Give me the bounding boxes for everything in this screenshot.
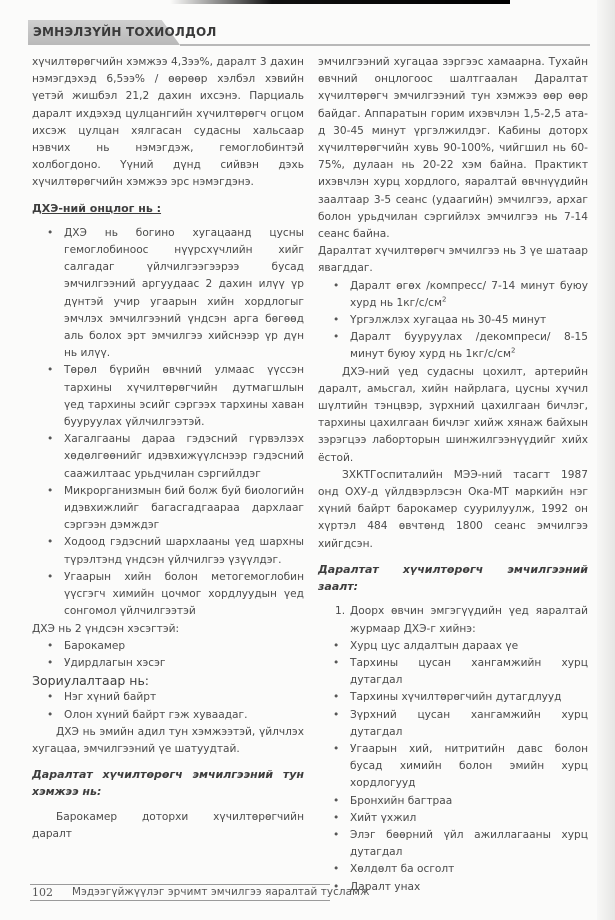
list-item: • ДХЭ нь богино хугацаанд цусны гемоглобиноос нүүрсхүчлийн хийг салгадаг үйлчилгээгээрээ бусад эмчилгээний аргуудаас 2 дахин илүү үр дүнтэй учир угаарын хийн хордлогыг эмчлэх эмчилгээний үндсэн арга бөгөөд аль болох эрт эмчилгээ хийснээр үр дүн нь илүү. [32,225,304,363]
history-paragraph: ЗХКТГоспиталийн МЭЭ-ний тасагт 1987 онд ОХУ-д үйлдвэрлэсэн Ока-МТ маркийн нэг хүний байрт барокамер суурилуулж, 1992 он хүртэл 484 өвчтөнд 1800 сеанс эмчилгээ хийгдсэн. [318,468,588,550]
list-item: • Төрөл бүрийн өвчний улмаас үүссэн тархины хүчилтөрөгчийн дутмагшлын үед тархины эсийг сэргээх тархины хаван бууруулах үйлчилгээтэй. [32,362,304,431]
list-item: • Угаарын хийн болон метогемоглобин үүсгэгч химийн цочмог хордлуудын үед сонгомол үйлчилгээтэй [32,569,304,621]
footer-book-title: Мэдээгүйжүүлэг эрчимт эмчилгээ яаралтай тусламж [72,886,370,898]
section-header-title: ЭМНЭЛЗҮЙН ТОХИОЛДОЛ [33,25,217,39]
features-heading: ДХЭ-ний онцлог нь : [32,201,162,215]
list-item: • Үргэлжлэх хугацаа нь 30-45 минут [318,312,588,329]
right-column [318,54,588,896]
list-item: • Даралт бууруулах /декомпреси/ 8-15 минут буюу хурд нь $1кг/с/см^2$ [318,329,588,363]
parts-intro: ДХЭ нь 2 үндсэн хэсэгтэй: [32,622,180,635]
page-edge-shadow [597,0,615,920]
list-item: • Бронхийн багтраа [318,793,588,810]
stages-intro: Даралтат хүчилтөрөгч эмчилгээ нь 3 үе шатаар явагддаг. [318,245,588,275]
list-item: • Хагалгааны дараа гэдэсний гүрвэлзэх хөдөлгөөнийг идэвхижүүлснээр гэдэсний саажилтаас урьдчилан сэргийлдэг [32,431,304,483]
list-item: • Удирдлагын хэсэг [32,655,304,672]
indications-list [318,638,588,896]
list-item: • Нэг хүний байрт [32,689,304,706]
list-item: • Даралт унах [318,879,588,896]
list-item: • Хурц цус алдалтын дараах үе [318,638,588,655]
intro-paragraph: хүчилтөрөгчийн хэмжээ 4,3ээ%, даралт 3 дахин нэмэгдэхэд 6,5ээ% / өөрөөр хэлбэл хэвийн үетэй жишбэл 21,2 дахин ихсэнэ. Парциаль даралт ихдэхэд цулцангийн хүчилтөрөгч огцом ихсэж цулцан хялгасан судасны хальсаар нэвчих нь нэмэгдэж, гемоглобинтэй холбогдоно. Үүний дүнд сийвэн дэхь хүчилтөрөгчийн хэмжээ эрс нэмэгдэнэ. [32,56,304,189]
monitoring-paragraph: ДХЭ-ний үед судасны цохилт, артерийн даралт, амьсгал, хийн найрлага, цусны хүчил шүлтийн тэнцвэр, зүрхний цахилгаан бичлэг, тархины цахилгаан бичлэг хийж хянаж байхын зэрэгцээ лаборторын шинжилгээнүүдийг хийх ёстой. [318,365,588,464]
page-number: 102 [32,886,53,899]
numbered-item: 1. Доорх өвчин эмгэгүүдийн үед яаралтай журмаар ДХЭ-г хийнэ: [335,605,588,635]
numbered-list [318,603,588,637]
dose-heading: Даралтат хүчилтөрөгч эмчилгээний тун хэмжээ нь: [32,768,304,799]
list-item: • Тархины цусан хангамжийн хурц дутагдал [318,655,588,689]
dose-paragraph: ДХЭ нь эмийн адил тун хэмжээтэй, үйлчлэх хугацаа, эмчилгээний үе шатуудтай. [32,725,304,755]
list-item: • Хөлдөлт ба осголт [318,861,588,878]
indications-heading: Даралтат хүчилтөрөгч эмчилгээний заалт: [318,562,588,594]
list-item: • Барокамер [32,638,304,655]
list-item: • Микрорганизмын бий болж буй биологийн идэвхижлийг багасгадгаараа дархлааг сэргээн дэмждэг [32,483,304,535]
header-divider [180,44,590,46]
top-edge-bar [170,0,510,4]
parts-list [32,638,304,672]
list-item: • Тархины хүчилтөрөгчийн дутагдлууд [318,689,588,706]
list-item: • Олон хүний байрт гэж хуваадаг. [32,707,304,724]
continuation-paragraph: эмчилгээний хугацаа зэргээс хамаарна. Тухайн өвчний онцлогоос шалтгаалан Даралтат хүчилтөрөгч эмчилгээний тун хэмжээ өөр өөр байдаг. Аппаратын горим ихэвчлэн 1,5-2,5 ата-д 30-45 минут үргэлжилдэг. Кабины доторх хүчилтөрөгчийн хувь 90-100%, чийгшил нь 60-75%, дулаан нь 20-22 хэм байна. Практикт ихэвчлэн хурц хордлого, яаралтай өвчнүүдийн заалтаар 3-5 сеанс (удаагийн) эмчилгээ, архаг болон урьдчилан сэргийлэх эмчилгээ нь 7-14 сеанс байна. [318,56,588,241]
list-item: • Даралт өгөх /компресс/ 7-14 минут буюу хурд нь $1кг/с/см^2$ [318,278,588,312]
list-item: • Угаарын хий, нитритийн давс болон бусад химийн болон эмийн хурц хордлогууд [318,741,588,793]
purpose-heading: Зориулалтаар нь: [32,673,150,689]
footer-rule-top [30,884,330,885]
list-item: • Зүрхний цусан хангамжийн хурц дутагдал [318,707,588,741]
list-item: • Элэг бөөрний үйл ажиллагааны хурц дутагдал [318,827,588,861]
left-column [32,54,304,843]
list-item: • Хийт үхжил [318,810,588,827]
features-list [32,225,304,621]
list-item: • Ходоод гэдэсний шархлааны үед шархны түрэлтэнд үндсэн үйлчилгээ үзүүлдэг. [32,534,304,568]
stages-list [318,278,588,364]
dose-start: Барокамер доторхи хүчилтөрөгчийн даралт [32,810,304,840]
purpose-list [32,689,304,723]
footer-rule-bottom [30,900,330,901]
